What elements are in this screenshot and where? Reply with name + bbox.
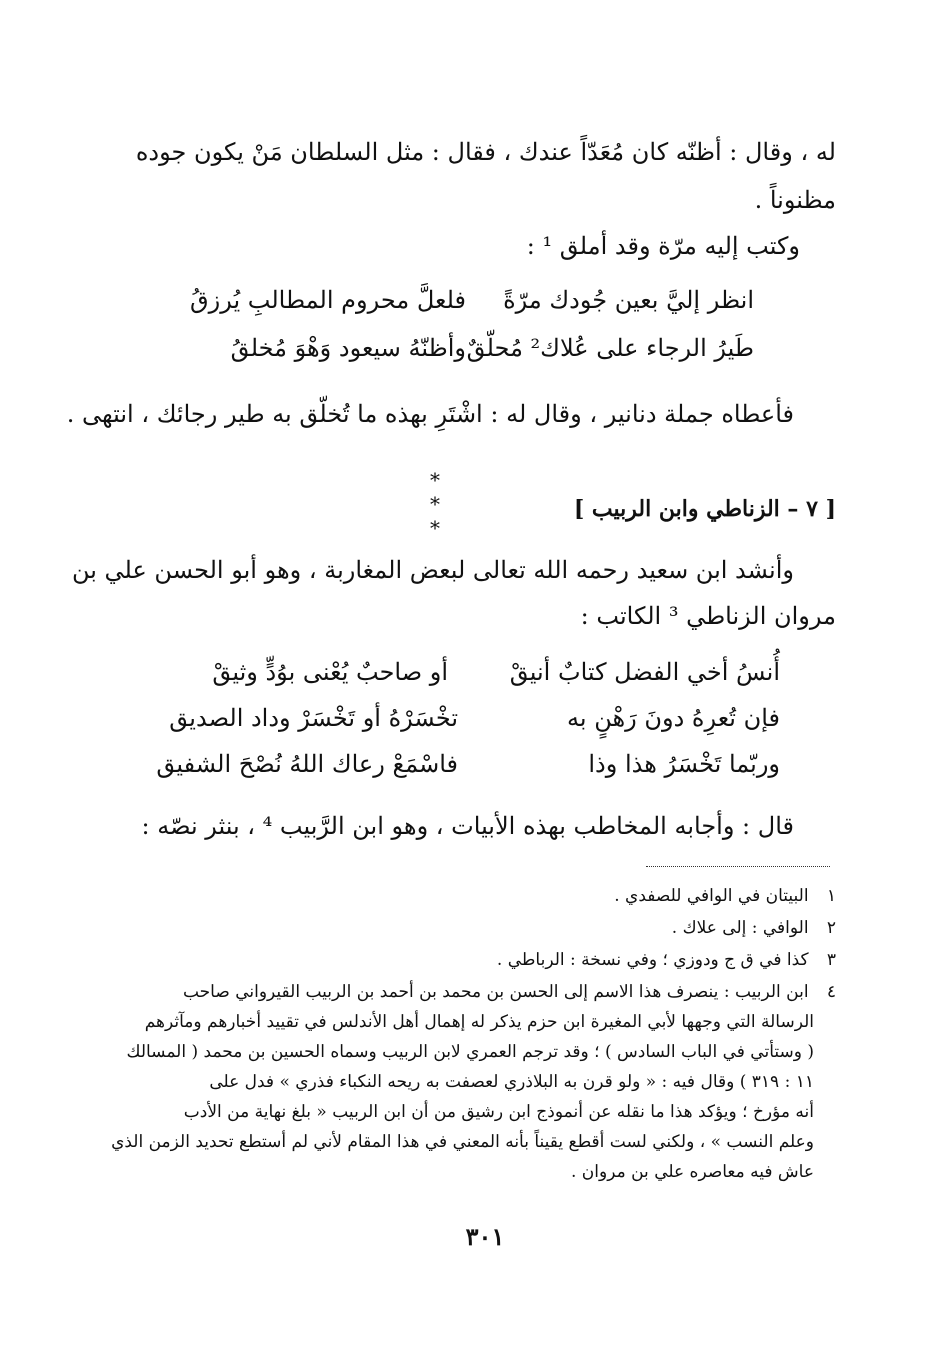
footnote-1-number: ١ <box>826 886 836 906</box>
poem2-verse-1-first-hemistich: أُنسُ أخي الفضل كتابٌ أنيقْ <box>509 658 780 686</box>
footnote-4-text-line: ابن الربيب : ينصرف هذا الاسم إلى الحسن بن محمد بن أحمد بن الربيب القيرواني صاحب <box>182 982 809 1002</box>
footnote-4-line-2: الرسالة التي وجهها لأبي المغيرة ابن حزم يذكر له إهمال أهل الأندلس في تقييد أخبارهم ومآثرهم <box>144 1012 814 1032</box>
after-poem2-line: قال : وأجابه المخاطب بهذه الأبيات ، وهو ابن الرَّبيب ⁴ ، بنثر نصّه : <box>141 812 794 840</box>
poem2-verse-2-first-hemistich: فإن تُعرِهُ دونَ رَهْنٍ به <box>567 704 780 732</box>
footnote-3-text: كذا في ق ج ودوزي ؛ وفي نسخة : الرباطي . <box>496 950 809 970</box>
poem2-verse-1-second-hemistich: أو صاحبٌ يُعْنى بوُدٍّ وثيقْ <box>212 658 448 686</box>
footnote-3 <box>138 950 836 970</box>
after-poem1-line: فأعطاه جملة دنانير ، وقال له : اشْتَرِ بهذه ما تُخلّق به طير رجائك ، انتهى . <box>66 400 794 428</box>
poem1-verse-2-first-hemistich: طَيرُ الرجاء على عُلاك² مُحلّقٌ <box>466 334 754 362</box>
footnote-1 <box>138 886 836 906</box>
footnote-2 <box>138 918 836 938</box>
page-number: ٣٠١ <box>465 1222 505 1251</box>
section-heading: [ ٧ – الزناطي وابن الربيب ] <box>573 496 836 522</box>
footnote-4-line-4: ١١ : ٣١٩ ) وقال فيه : « ولو قرن به البلاذري لعصفت به ريحه النكباء فذري » فدل على <box>209 1072 814 1092</box>
body-line-1: له ، وقال : أظنّه كان مُعَدّاً عندك ، فقال : مثل السلطان مَنْ يكون جوده <box>135 138 836 166</box>
poem2-verse-2-second-hemistich: تخْسَرْهُ أو تَخْسَرْ وداد الصديق <box>169 704 458 732</box>
poem1-verse-1-second-hemistich: فلعلَّ محروم المطالبِ يُرزقُ <box>190 286 466 314</box>
footnote-4-line-1 <box>138 982 836 1002</box>
footnote-2-text: الوافي : إلى علاك . <box>671 918 809 938</box>
body-line-3: وكتب إليه مرّة وقد أملق ¹ : <box>526 232 800 260</box>
footnote-4-line-7: عاش فيه معاصره علي بن مروان . <box>571 1162 814 1182</box>
section-line-2: مروان الزناطي ³ الكاتب : <box>580 602 836 630</box>
footnote-4-line-3: ( وستأتي في الباب السادس ) ؛ وقد ترجم العمري لابن الربيب وسماه الحسين بن محمد ( المسالك <box>126 1042 814 1062</box>
body-line-2: مظنوناً . <box>754 186 836 214</box>
poem2-verse-3-first-hemistich: وربّما تَخْسَرُ هذا وذا <box>588 750 780 778</box>
footnote-4-line-6: وعلم النسب » ، ولكني لست أقطع يقيناً بأنه المعني في هذا المقام لأني لم أستطع تحديد الزمن الذي <box>111 1132 814 1152</box>
footnote-2-number: ٢ <box>826 918 836 938</box>
footnote-4-line-5: أنه مؤرخ ؛ ويؤكد هذا ما نقله عن أنموذج ابن رشيق من أن ابن الربيب « بلغ نهاية من الأدب <box>183 1102 814 1122</box>
footnote-separator <box>646 866 830 867</box>
footnote-1-text: البيتان في الوافي للصفدي . <box>614 886 809 906</box>
section-separator: * * * <box>430 468 472 540</box>
section-line-1: وأنشد ابن سعيد رحمه الله تعالى لبعض المغاربة ، وهو أبو الحسن علي بن <box>71 556 794 584</box>
footnote-3-number: ٣ <box>826 950 836 970</box>
poem2-verse-3-second-hemistich: فاسْمَعْ رعاك اللهُ نُصْحَ الشفيق <box>156 750 458 778</box>
footnote-4-number: ٤ <box>826 982 836 1002</box>
poem1-verse-1-first-hemistich: انظر إليَّ بعين جُودك مرّةً <box>503 286 754 314</box>
poem1-verse-2-second-hemistich: وأظنّهُ سيعود وَهْوَ مُخلقُ <box>230 334 466 362</box>
